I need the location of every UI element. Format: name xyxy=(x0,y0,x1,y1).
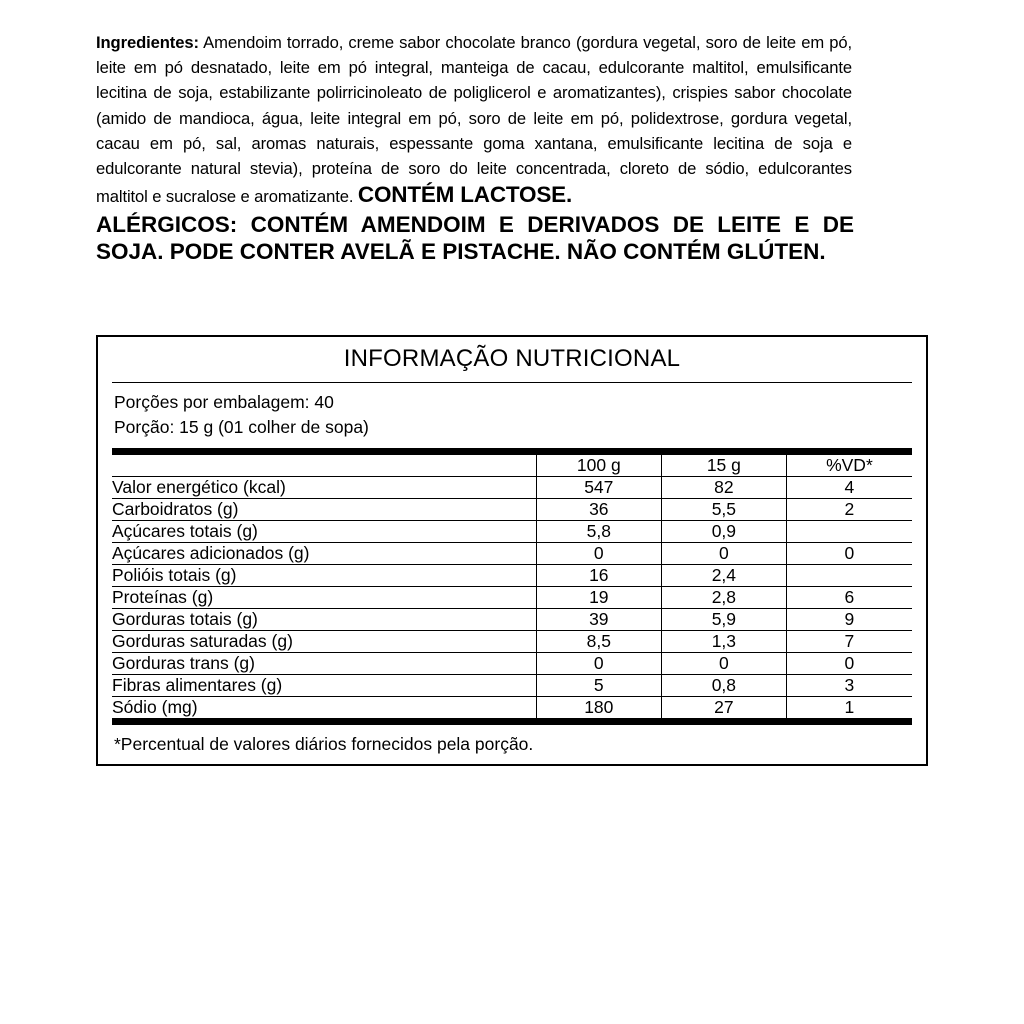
nutrient-value-100g: 180 xyxy=(536,696,661,718)
nutrition-row xyxy=(112,542,912,564)
nutrient-value-serving: 27 xyxy=(661,696,786,718)
nutrient-value-dv: 6 xyxy=(786,586,912,608)
nutrition-row xyxy=(112,476,912,498)
nutrient-name: Fibras alimentares (g) xyxy=(112,674,536,696)
nutrient-name: Proteínas (g) xyxy=(112,586,536,608)
serving-size: Porção: 15 g (01 colher de sopa) xyxy=(114,416,369,437)
nutrient-value-dv: 4 xyxy=(786,476,912,498)
nutrient-value-dv: 9 xyxy=(786,608,912,630)
nutrient-value-dv: 0 xyxy=(786,542,912,564)
nutrition-row xyxy=(112,696,912,718)
divider-thick-bottom xyxy=(112,718,912,725)
nutrition-row xyxy=(112,608,912,630)
servings-info xyxy=(98,383,926,448)
contains-statement: CONTÉM LACTOSE. xyxy=(357,182,573,208)
servings-per-package: Porções por embalagem: 40 xyxy=(114,392,334,412)
nutrient-name: Gorduras saturadas (g) xyxy=(112,630,536,652)
nutrient-value-100g: 0 xyxy=(536,542,661,564)
allergen-statement: ALÉRGICOS: CONTÉM AMENDOIM E DERIVADOS DE LEITE E DE SOJA. PODE CONTER AVELÃ E PISTACHE. NÃO CONTÉM GLÚTEN. xyxy=(96,211,854,264)
nutrient-value-dv: 7 xyxy=(786,630,912,652)
nutrient-name: Polióis totais (g) xyxy=(112,564,536,586)
nutrient-value-serving: 5,9 xyxy=(661,608,786,630)
nutrition-row xyxy=(112,564,912,586)
nutrient-value-100g: 39 xyxy=(536,608,661,630)
nutrition-header-blank xyxy=(112,455,536,477)
nutrition-grid xyxy=(98,455,926,718)
divider-thick-top xyxy=(112,448,912,455)
nutrition-row xyxy=(112,520,912,542)
nutrition-row xyxy=(112,652,912,674)
ingredients-paragraph xyxy=(96,30,932,210)
nutrient-name: Carboidratos (g) xyxy=(112,498,536,520)
nutrient-value-dv: 2 xyxy=(786,498,912,520)
nutrient-value-serving: 2,8 xyxy=(661,586,786,608)
nutrition-row xyxy=(112,630,912,652)
nutrient-value-100g: 5,8 xyxy=(536,520,661,542)
ingredients-text: Amendoim torrado, creme sabor chocolate branco (gordura vegetal, soro de leite em pó, leite em pó desnatado, leite em pó integral, manteiga de cacau, edulcorante maltitol, emulsificante lecitina de soja, estabilizante polirricinoleato de poliglicerol e aromatizantes), crispies sabor chocolate (amido de mandioca, água, leite integral em pó, soro de leite em pó, polidextrose, gordura vegetal, cacau em pó, sal, aromas naturais, espessante goma xantana, emulsificante lecitina de soja e edulcorante natural stevia), proteína de soro do leite concentrada, cloreto de sódio, edulcorantes maltitol e sucralose e aromatizante. xyxy=(96,33,852,207)
nutrition-header-cell: 15 g xyxy=(661,455,786,477)
nutrient-value-100g: 16 xyxy=(536,564,661,586)
nutrient-value-serving: 1,3 xyxy=(661,630,786,652)
nutrient-value-100g: 8,5 xyxy=(536,630,661,652)
nutrient-value-100g: 36 xyxy=(536,498,661,520)
nutrient-value-serving: 0,8 xyxy=(661,674,786,696)
nutrient-value-dv xyxy=(786,520,912,542)
nutrient-value-serving: 0 xyxy=(661,652,786,674)
nutrient-value-dv: 1 xyxy=(786,696,912,718)
nutrient-value-dv: 3 xyxy=(786,674,912,696)
nutrient-value-100g: 0 xyxy=(536,652,661,674)
nutrition-header-cell: %VD* xyxy=(786,455,912,477)
nutrient-name: Açúcares totais (g) xyxy=(112,520,536,542)
nutrient-value-dv: 0 xyxy=(786,652,912,674)
nutrient-name: Gorduras totais (g) xyxy=(112,608,536,630)
nutrition-header-cell: 100 g xyxy=(536,455,661,477)
nutrient-name: Gorduras trans (g) xyxy=(112,652,536,674)
nutrient-value-serving: 0 xyxy=(661,542,786,564)
nutrient-name: Sódio (mg) xyxy=(112,696,536,718)
daily-value-footnote: *Percentual de valores diários fornecidos pela porção. xyxy=(114,733,534,754)
nutrition-header-row xyxy=(112,455,912,477)
nutrition-row xyxy=(112,498,912,520)
nutrient-value-100g: 5 xyxy=(536,674,661,696)
nutrient-value-100g: 19 xyxy=(536,586,661,608)
ingredients-label: Ingredientes: xyxy=(96,33,199,52)
nutrition-row xyxy=(112,674,912,696)
nutrition-title: INFORMAÇÃO NUTRICIONAL xyxy=(343,345,681,372)
nutrient-name: Açúcares adicionados (g) xyxy=(112,542,536,564)
nutrient-value-serving: 82 xyxy=(661,476,786,498)
nutrient-name: Valor energético (kcal) xyxy=(112,476,536,498)
nutrient-value-100g: 547 xyxy=(536,476,661,498)
nutrient-value-serving: 0,9 xyxy=(661,520,786,542)
nutrient-value-serving: 5,5 xyxy=(661,498,786,520)
nutrient-value-serving: 2,4 xyxy=(661,564,786,586)
nutrition-row xyxy=(112,586,912,608)
nutrient-value-dv xyxy=(786,564,912,586)
nutrition-facts-table xyxy=(96,335,928,766)
